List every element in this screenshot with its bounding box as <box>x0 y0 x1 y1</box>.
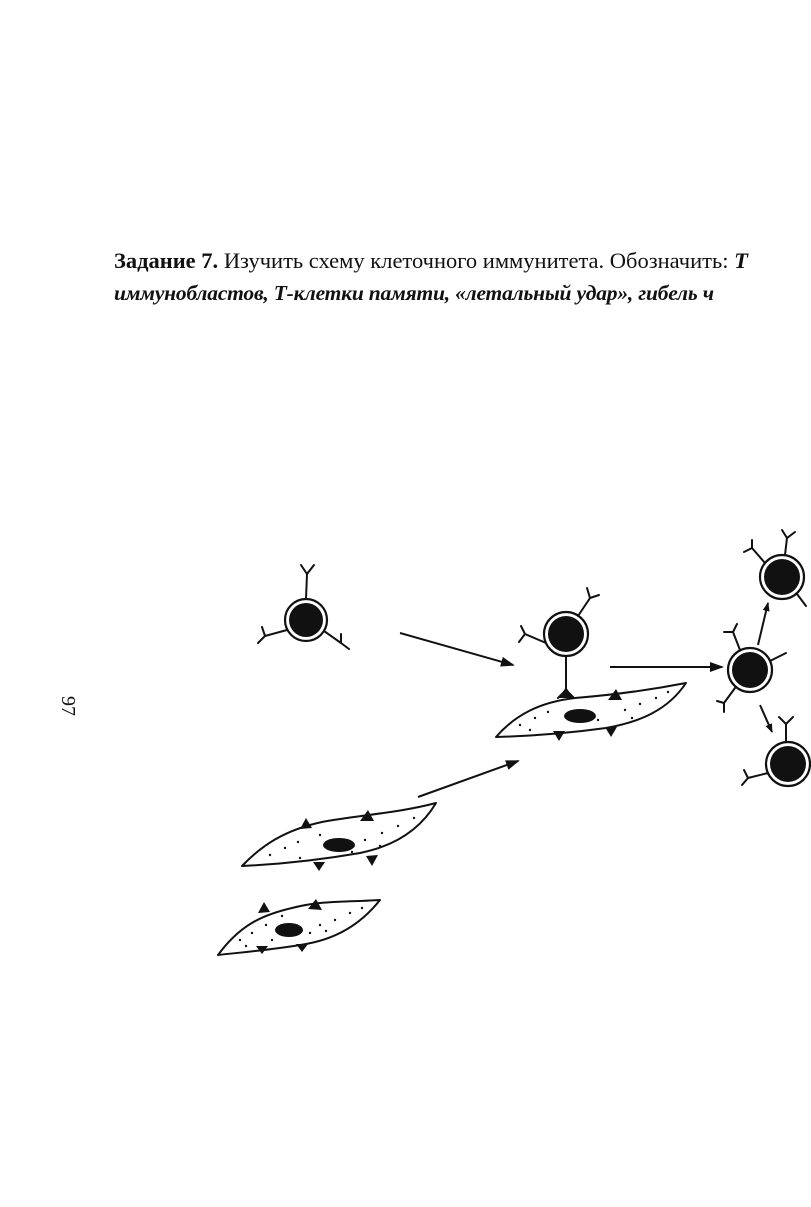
target-cell-icon <box>242 803 436 871</box>
lymphocyte-icon <box>258 565 349 649</box>
immunoblast-icon <box>717 624 786 712</box>
page-number: 97 <box>57 696 79 716</box>
target-cell-icon <box>218 899 380 955</box>
arrow-icon <box>760 705 772 732</box>
task-text-cut: Т <box>734 248 748 273</box>
arrow-icon <box>418 761 518 797</box>
task-terms-line: иммунобластов, Т-клетки памяти, «летальный удар», гибель ч <box>114 281 714 305</box>
activated-lymphocyte-icon <box>519 588 599 698</box>
t-memory-cell-icon <box>744 530 806 606</box>
immunoblast-icon <box>742 717 810 786</box>
arrow-icon <box>758 603 768 645</box>
task-text: Изучить схему клеточного иммунитета. Обозначить: <box>218 248 735 273</box>
task-label: Задание 7. <box>114 248 219 273</box>
target-cell-icon <box>496 683 686 741</box>
arrow-icon <box>400 633 513 665</box>
